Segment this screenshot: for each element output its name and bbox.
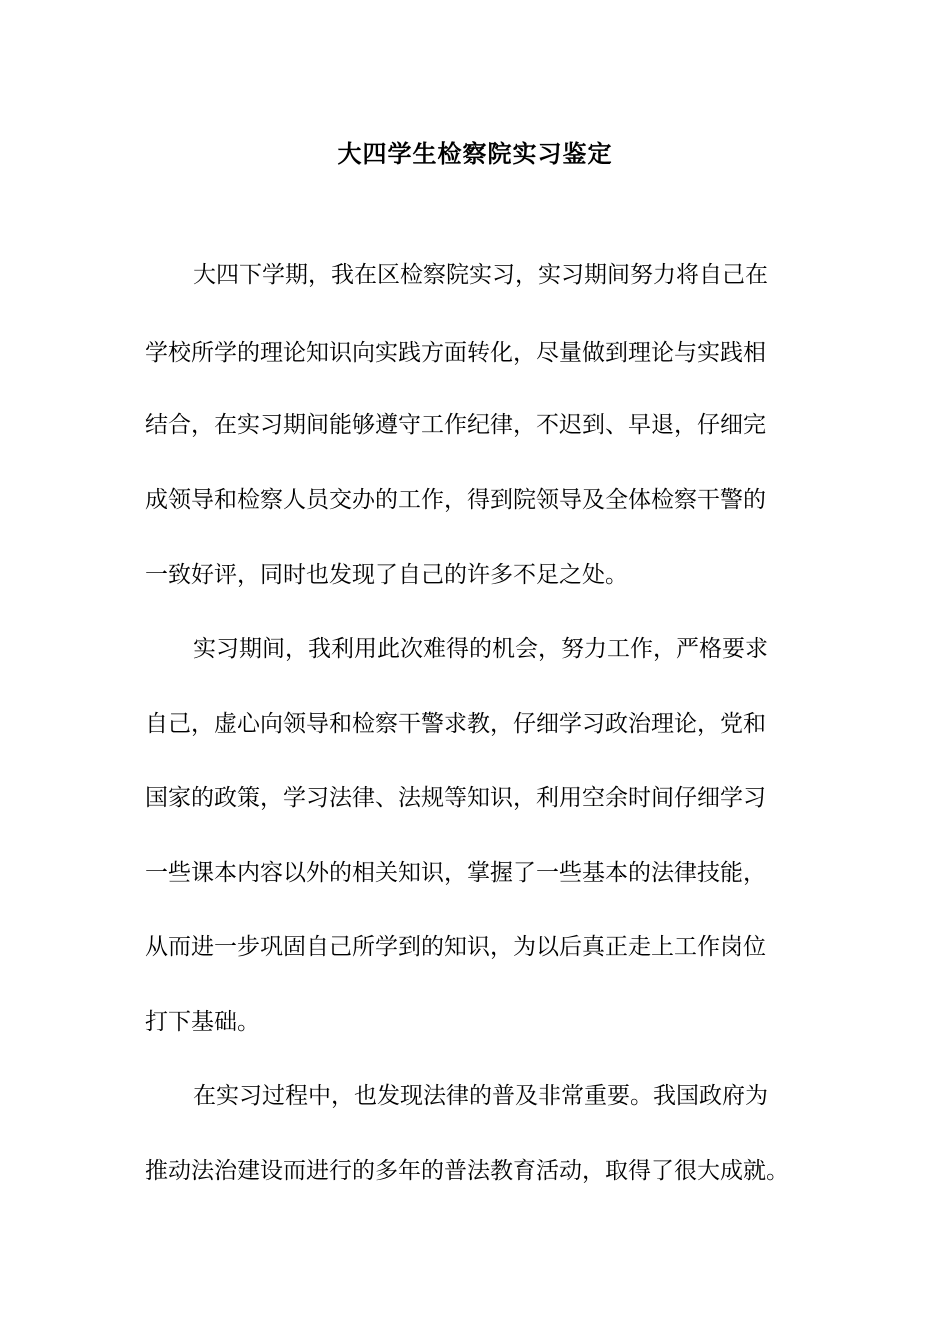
paragraph-3-line-1: 在实习过程中，也发现法律的普及非常重要。我国政府为 bbox=[193, 1083, 768, 1109]
paragraph-2-line-4: 一些课本内容以外的相关知识，掌握了一些基本的法律技能， bbox=[145, 860, 766, 886]
paragraph-2-line-3: 国家的政策，学习法律、法规等知识，利用空余时间仔细学习 bbox=[145, 785, 766, 811]
paragraph-2-line-6: 打下基础。 bbox=[145, 1009, 260, 1035]
paragraph-1-line-1: 大四下学期，我在区检察院实习，实习期间努力将自己在 bbox=[193, 262, 768, 288]
paragraph-1-line-4: 成领导和检察人员交办的工作，得到院领导及全体检察干警的 bbox=[145, 487, 766, 513]
paragraph-2-line-5: 从而进一步巩固自己所学到的知识，为以后真正走上工作岗位 bbox=[145, 934, 766, 960]
document-title: 大四学生检察院实习鉴定 bbox=[337, 139, 613, 168]
paragraph-3-line-2: 推动法治建设而进行的多年的普法教育活动，取得了很大成就。 bbox=[145, 1158, 789, 1184]
paragraph-2-line-1: 实习期间，我利用此次难得的机会，努力工作，严格要求 bbox=[193, 636, 768, 662]
paragraph-1-line-2: 学校所学的理论知识向实践方面转化，尽量做到理论与实践相 bbox=[145, 340, 766, 366]
paragraph-2-line-2: 自己，虚心向领导和检察干警求教，仔细学习政治理论，党和 bbox=[145, 711, 766, 737]
paragraph-1-line-5: 一致好评，同时也发现了自己的许多不足之处。 bbox=[145, 562, 628, 588]
paragraph-1-line-3: 结合，在实习期间能够遵守工作纪律，不迟到、早退，仔细完 bbox=[145, 412, 766, 438]
